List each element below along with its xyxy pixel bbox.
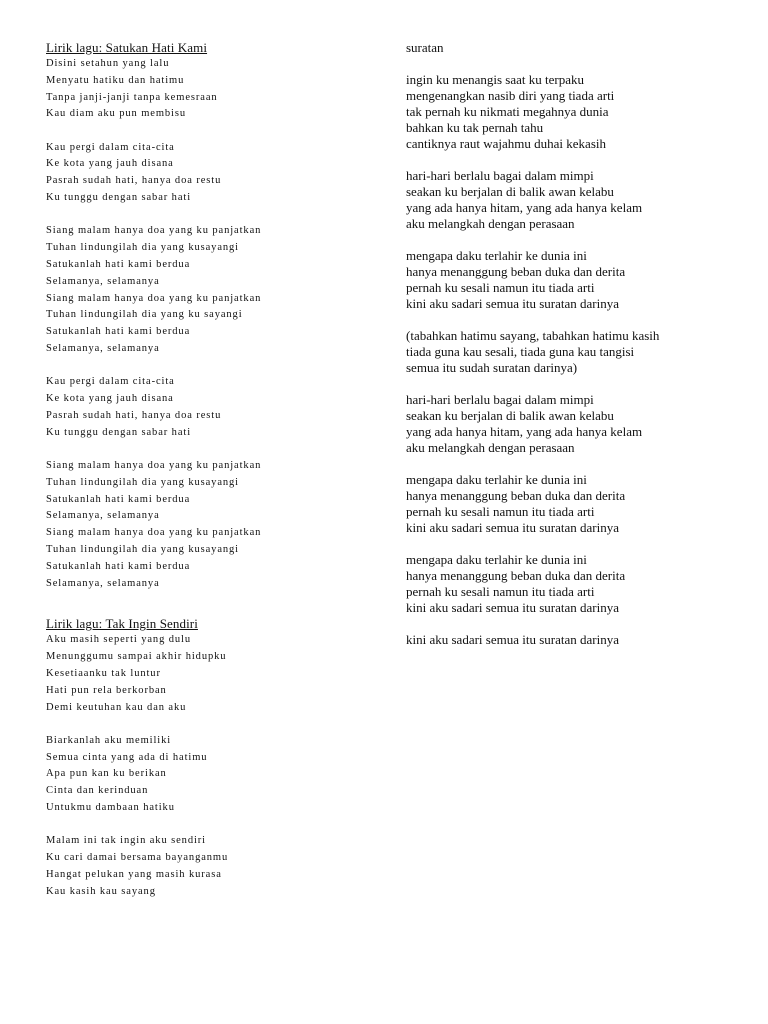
lyric-line: Demi keutuhan kau dan aku <box>46 701 187 713</box>
lyric-line: seakan ku berjalan di balik awan kelabu <box>406 184 614 199</box>
lyric-line: Semua cinta yang ada di hatimu <box>46 751 208 763</box>
lyric-line: cantiknya raut wajahmu duhai kekasih <box>406 136 606 151</box>
lyric-line: kini aku sadari semua itu suratan darinya <box>406 600 619 615</box>
lyric-line: kini aku sadari semua itu suratan darinya <box>406 632 619 647</box>
lyric-line: Selamanya, selamanya <box>46 577 160 589</box>
lyric-line: Hati pun rela berkorban <box>46 684 167 696</box>
lyric-line: Kesetiaanku tak luntur <box>46 667 161 679</box>
lyric-line: hari-hari berlalu bagai dalam mimpi <box>406 168 594 183</box>
lyric-line: Apa pun kan ku berikan <box>46 768 167 780</box>
song-block <box>46 40 376 592</box>
lyric-line: Tuhan lindungilah dia yang kusayangi <box>46 242 239 254</box>
lyric-line: kini aku sadari semua itu suratan darinya <box>406 520 619 535</box>
continued-line: suratan <box>406 40 444 55</box>
lyric-line: (tabahkan hatimu sayang, tabahkan hatimu kasih <box>406 328 660 343</box>
song-title: Lirik lagu: Satukan Hati Kami <box>46 40 208 55</box>
lyric-line: Hangat pelukan yang masih kurasa <box>46 868 222 880</box>
lyric-line: bahkan ku tak pernah tahu <box>406 120 544 135</box>
lyric-line: Aku masih seperti yang dulu <box>46 634 192 646</box>
lyric-line: Kau pergi dalam cita-cita <box>46 141 175 153</box>
lyric-line: hanya menanggung beban duka dan derita <box>406 488 626 503</box>
lyric-line: Satukanlah hati kami berdua <box>46 560 191 572</box>
lyric-line: mengapa daku terlahir ke dunia ini <box>406 552 587 567</box>
lyric-line: Ku tunggu dengan sabar hati <box>46 426 192 438</box>
stanza <box>406 472 756 536</box>
lyric-line: Menunggumu sampai akhir hidupku <box>46 651 227 663</box>
right-column <box>406 40 756 664</box>
lyric-line: Tuhan lindungilah dia yang kusayangi <box>46 476 239 488</box>
lyric-line: Cinta dan kerinduan <box>46 785 149 797</box>
lyric-line: Kau pergi dalam cita-cita <box>46 376 175 388</box>
stanza <box>406 552 756 616</box>
stanza <box>406 632 756 648</box>
song-title: Lirik lagu: Tak Ingin Sendiri <box>46 616 198 632</box>
lyric-line: Satukanlah hati kami berdua <box>46 326 191 338</box>
lyric-line: Untukmu dambaan hatiku <box>46 801 175 813</box>
stanza <box>46 374 376 441</box>
lyric-line: hanya menanggung beban duka dan derita <box>406 568 626 583</box>
lyric-line: aku melangkah dengan perasaan <box>406 216 575 231</box>
lyric-line: Ku cari damai bersama bayanganmu <box>46 852 229 864</box>
lyric-line: Menyatu hatiku dan hatimu <box>46 74 185 86</box>
lyric-line: hanya menanggung beban duka dan derita <box>406 264 626 279</box>
lyric-line: Selamanya, selamanya <box>46 510 160 522</box>
lyric-line: Kau kasih kau sayang <box>46 885 156 897</box>
stanza <box>406 392 756 456</box>
lyric-line: Tanpa janji-janji tanpa kemesraan <box>46 91 218 103</box>
stanza <box>406 72 756 152</box>
right-stanzas <box>406 72 756 648</box>
lyric-line: Selamanya, selamanya <box>46 275 160 287</box>
lyric-line: Siang malam hanya doa yang ku panjatkan <box>46 292 262 304</box>
lyric-line: mengapa daku terlahir ke dunia ini <box>406 472 587 487</box>
lyric-line: tak pernah ku nikmati megahnya dunia <box>406 104 609 119</box>
lyric-line: yang ada hanya hitam, yang ada hanya kelam <box>406 424 643 439</box>
lyric-line: tiada guna kau sesali, tiada guna kau tangisi <box>406 344 635 359</box>
lyric-line: semua itu sudah suratan darinya) <box>406 360 578 375</box>
lyric-line: pernah ku sesali namun itu tiada arti <box>406 504 595 519</box>
lyric-line: hari-hari berlalu bagai dalam mimpi <box>406 392 594 407</box>
stanza <box>406 168 756 232</box>
lyric-line: Pasrah sudah hati, hanya doa restu <box>46 175 222 187</box>
lyric-line: pernah ku sesali namun itu tiada arti <box>406 584 595 599</box>
lyric-line: aku melangkah dengan perasaan <box>406 440 575 455</box>
lyric-line: Tuhan lindungilah dia yang kusayangi <box>46 543 239 555</box>
lyric-line: Kau diam aku pun membisu <box>46 108 186 120</box>
stanza <box>46 56 376 123</box>
lyric-line: yang ada hanya hitam, yang ada hanya kelam <box>406 200 643 215</box>
lyric-line: Siang malam hanya doa yang ku panjatkan <box>46 527 262 539</box>
lyric-line: pernah ku sesali namun itu tiada arti <box>406 280 595 295</box>
lyric-line: Selamanya, selamanya <box>46 342 160 354</box>
lyric-line: Biarkanlah aku memiliki <box>46 734 172 746</box>
stanza <box>46 140 376 207</box>
stanza <box>46 733 376 817</box>
lyric-line: Pasrah sudah hati, hanya doa restu <box>46 409 222 421</box>
lyric-line: Ke kota yang jauh disana <box>46 158 174 170</box>
stanza <box>46 223 376 357</box>
stanza <box>46 458 376 592</box>
stanza <box>46 833 376 900</box>
left-column <box>46 40 376 917</box>
stanza <box>406 248 756 312</box>
stanza <box>46 632 376 716</box>
lyric-line: Disini setahun yang lalu <box>46 58 170 69</box>
lyric-line: mengapa daku terlahir ke dunia ini <box>406 248 587 263</box>
lyric-line: Satukanlah hati kami berdua <box>46 258 191 270</box>
song-block <box>46 616 376 900</box>
lyric-line: Ke kota yang jauh disana <box>46 393 174 405</box>
lyric-line: Siang malam hanya doa yang ku panjatkan <box>46 459 262 471</box>
lyric-line: kini aku sadari semua itu suratan darinya <box>406 296 619 311</box>
lyric-line: Malam ini tak ingin aku sendiri <box>46 835 207 847</box>
lyric-line: mengenangkan nasib diri yang tiada arti <box>406 88 615 103</box>
stanza <box>406 328 756 376</box>
lyric-line: Siang malam hanya doa yang ku panjatkan <box>46 225 262 237</box>
lyric-line: seakan ku berjalan di balik awan kelabu <box>406 408 614 423</box>
lyric-line: Satukanlah hati kami berdua <box>46 493 191 505</box>
lyric-line: Ku tunggu dengan sabar hati <box>46 192 192 204</box>
lyric-line: ingin ku menangis saat ku terpaku <box>406 72 584 87</box>
lyric-line: Tuhan lindungilah dia yang ku sayangi <box>46 309 243 321</box>
